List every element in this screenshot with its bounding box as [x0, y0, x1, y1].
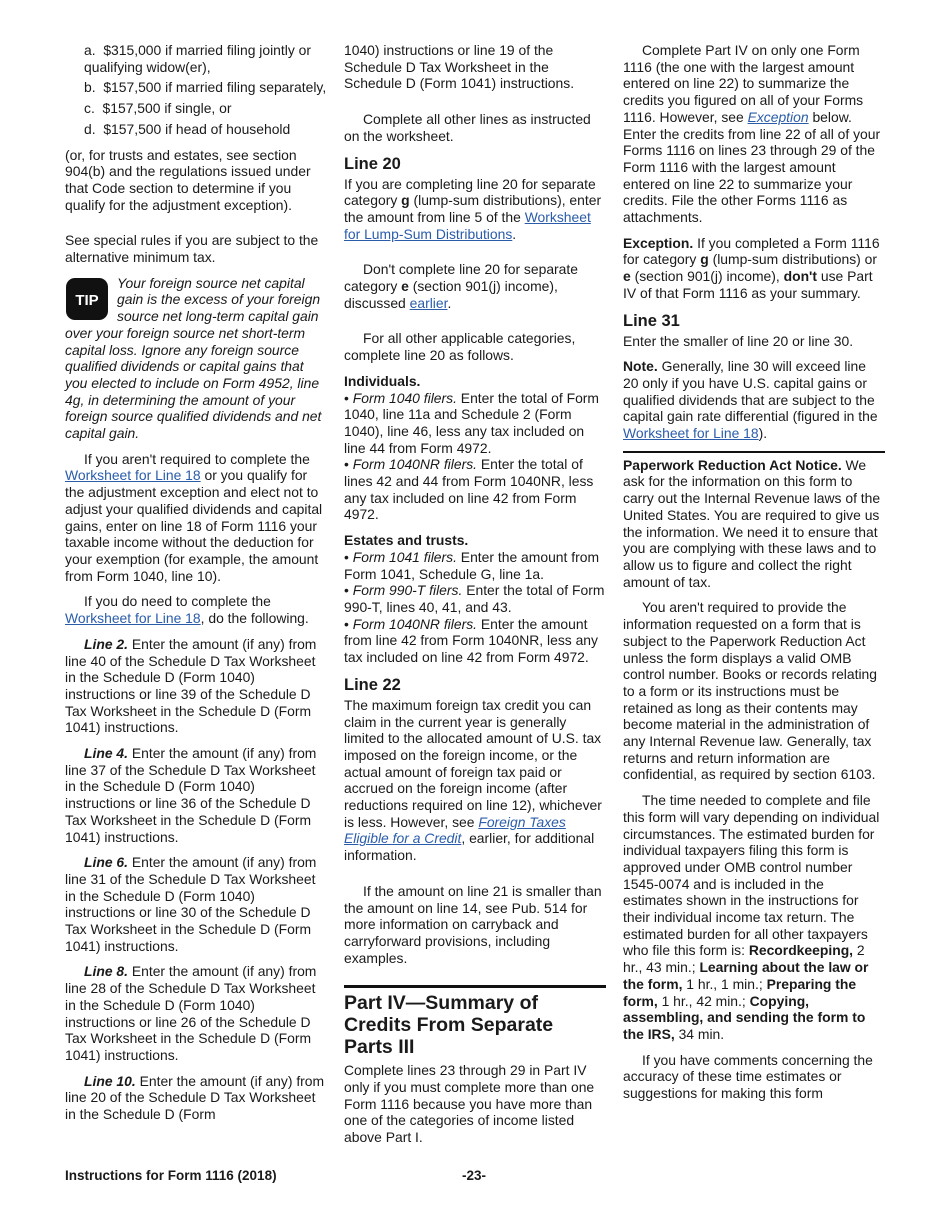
individuals-heading: Individuals. — [344, 372, 421, 389]
paragraph: If the amount on line 21 is smaller than the amount on line 14, see Pub. 514 for more information on carryback and carryforward provisions, including examples. — [344, 882, 602, 966]
paragraph: The maximum foreign tax credit you can claim in the current year is generally limited to the allocated amount of U.S. tax imposed on the foreign income, or the actual amount of foreign tax paid or accrued on the foreign income (after reductions required on line 12), whichever is less. However, see Foreign Taxes Eligible for a Credit, earlier, for additional information. — [344, 696, 602, 864]
list-item: b. $157,500 if married filing separately, — [84, 79, 327, 96]
column-3 — [623, 42, 885, 1111]
line-2-paragraph: Line 2. Enter the amount (if any) from line 40 of the Schedule D Tax Worksheet in the Schedule D (Form 1040) instructions or line 39 of the Schedule D Tax Worksheet in the Schedule D (Form 1041) instructions. — [65, 635, 317, 736]
line-8-paragraph: Line 8. Enter the amount (if any) from line 28 of the Schedule D Tax Worksheet in the Schedule D (Form 1040) instructions or line 26 of the Schedule D Tax Worksheet in the Schedule D (Form 1041) instructions. — [65, 963, 317, 1063]
paragraph: See special rules if you are subject to the alternative minimum tax. — [65, 232, 319, 266]
worksheet-lump-sum-link[interactable]: Worksheet for Lump-Sum Distributions — [344, 208, 591, 242]
footer-title: Instructions for Form 1116 (2018) — [65, 1168, 277, 1183]
paragraph: If you do need to complete the Worksheet for Line 18, do the following. — [65, 593, 309, 627]
paragraph: Complete Part IV on only one Form 1116 (the one with the largest amount entered on line 22) to summarize the credits you figured on all of your Forms 1116. However, see Exception below. Enter the credits from line 22 of all of your Forms 1116 on lines 23 through 29 of the Form 1116 with the largest amount entered on line 22 to summarize your credits. File the other Forms 1116 as attachments. — [623, 42, 881, 226]
paragraph: Don't complete line 20 for separate category e (section 901(j) income), discussed earlier. — [344, 261, 578, 311]
section-rule — [623, 451, 885, 453]
paragraph: If you have comments concerning the accuracy of these time estimates or suggestions for making this form — [623, 1051, 873, 1102]
paragraph: 1040) instructions or line 19 of the Schedule D Tax Worksheet in the Schedule D (Form 1041) instructions. — [344, 42, 575, 92]
column-1 — [65, 42, 327, 1132]
line-22-heading: Line 22 — [344, 675, 401, 694]
note-paragraph: Note. Generally, line 30 will exceed line 20 only if you have U.S. capital gains or qualified dividends that are subject to the capital gain rate differential (figured in the Worksheet for Line 18). — [623, 358, 878, 442]
paragraph: If you are completing line 20 for separate category g (lump-sum distributions), enter the amount from line 5 of the Worksheet for Lump-Sum Distributions. — [344, 175, 602, 242]
page-number: -23- — [462, 1168, 487, 1183]
foreign-taxes-link[interactable]: Foreign Taxes Eligible for a Credit — [344, 813, 566, 847]
paperwork-paragraph: Paperwork Reduction Act Notice. We ask for the information on this form to carry out the Internal Revenue laws of the United States. You are required to give us the information. We need it to ensure that you are complying with these laws and to allow us to figure and collect the right amount of tax. — [623, 456, 881, 590]
exception-link[interactable]: Exception — [747, 108, 809, 125]
list-item: • Form 1040 filers. Enter the total of Form 1040, line 11a and Schedule 2 (Form 1040), line 46, less any tax included on line 44 from Form 4972. — [344, 389, 600, 456]
paragraph: Complete all other lines as instructed on the worksheet. — [344, 111, 591, 144]
worksheet-line18-link[interactable]: Worksheet for Line 18 — [65, 467, 201, 484]
worksheet-line18-link[interactable]: Worksheet for Line 18 — [623, 425, 759, 442]
tip-label: TIP — [75, 291, 99, 309]
paragraph: Enter the smaller of line 20 or line 30. — [623, 332, 854, 349]
estates-heading: Estates and trusts. — [344, 532, 469, 549]
line-31-heading: Line 31 — [623, 311, 680, 330]
list-item: a. $315,000 if married filing jointly or qualifying widow(er), — [84, 42, 312, 75]
paragraph: (or, for trusts and estates, see section 904(b) and the regulations issued under that Code section to determine if you qualify for the adjustment exception). — [65, 146, 311, 213]
paragraph: For all other applicable categories, complete line 20 as follows. — [344, 330, 576, 364]
line-6-paragraph: Line 6. Enter the amount (if any) from line 31 of the Schedule D Tax Worksheet in the Schedule D (Form 1040) instructions or line 30 of the Schedule D Tax Worksheet in the Schedule D (Form 1041) instructions. — [65, 854, 317, 954]
part-iv-heading: Part IV—Summary of Credits From Separate Parts III — [344, 992, 554, 1059]
section-rule — [344, 985, 606, 988]
paragraph: You aren't required to provide the information requested on a form that is subject to the Paperwork Reduction Act unless the form displays a valid OMB control number. Books or records relating to a form or its instructions must be retained as long as their contents may become material in the administration of any Internal Revenue law. Generally, tax returns and return information are confidential, as required by section 6103. — [623, 599, 878, 783]
line-4-paragraph: Line 4. Enter the amount (if any) from line 37 of the Schedule D Tax Worksheet in the Schedule D (Form 1040) instructions or line 36 of the Schedule D Tax Worksheet in the Schedule D (Form 1041) instructions. — [65, 745, 317, 845]
line-20-heading: Line 20 — [344, 154, 401, 173]
paragraph: Complete lines 23 through 29 in Part IV only if you must complete more than one Form 1116 because you have more than one of the categories of income listed above Part I. — [344, 1062, 595, 1146]
line-10-paragraph: Line 10. Enter the amount (if any) from line 20 of the Schedule D Tax Worksheet in the Schedule D (Form — [65, 1072, 325, 1123]
exception-paragraph: Exception. If you completed a Form 1116 for category g (lump-sum distributions) or e (section 901(j) income), don't use Part IV of that Form 1116 as your summary. — [623, 234, 880, 301]
paragraph: The time needed to complete and file this form will vary depending on individual circumstances. The estimated burden for individual taxpayers filing this form is approved under OMB control number 1545-0074 and is included in the estimates shown in the instructions for their individual income tax return. The estimated burden for all other taxpayers who file this form is: Recordkeeping, 2 hr., 43 min.; Learning about the law or the form, 1 hr., 1 min.; Preparing the form, 1 hr., 42 min.; Copying, assembling, and sending the form to the IRS, 34 min. — [623, 792, 880, 1042]
tip-icon — [65, 277, 109, 321]
list-item: c. $157,500 if single, or — [84, 100, 232, 117]
list-item: d. $157,500 if head of household — [84, 120, 291, 137]
list-item: • Form 990-T filers. Enter the total of Form 990-T, lines 40, 41, and 43. — [344, 582, 605, 615]
paragraph: If you aren't required to complete the Worksheet for Line 18 or you qualify for the adjustment exception and elect not to adjust your qualified dividends and capital gains, enter on line 18 of Form 1116 your taxable income without the deduction for your exemption (for example, the amount from Form 1040, line 10). — [65, 450, 323, 584]
list-item: • Form 1040NR filers. Enter the amount from line 42 from Form 1040NR, less any tax included on line 42 from Form 4972. — [344, 615, 598, 666]
worksheet-line18-link[interactable]: Worksheet for Line 18 — [65, 610, 201, 627]
column-2 — [344, 42, 606, 1155]
tip-text: Your foreign source net capital gain is the excess of your foreign source net long-term capital gain over your foreign source net short-term capital loss. Ignore any foreign source qualified dividends or capital gains that you elected to include on Form 4952, line 4g, in determining the amount of your foreign source qualified dividends and net capital gain. — [65, 274, 322, 442]
earlier-link[interactable]: earlier — [409, 294, 448, 311]
list-item: • Form 1040NR filers. Enter the total of lines 42 and 44 from Form 1040NR, less any tax included on line 42 from Form 4972. — [344, 456, 594, 523]
list-item: • Form 1041 filers. Enter the amount from Form 1041, Schedule G, line 1a. — [344, 548, 600, 582]
tip-box — [65, 275, 327, 442]
